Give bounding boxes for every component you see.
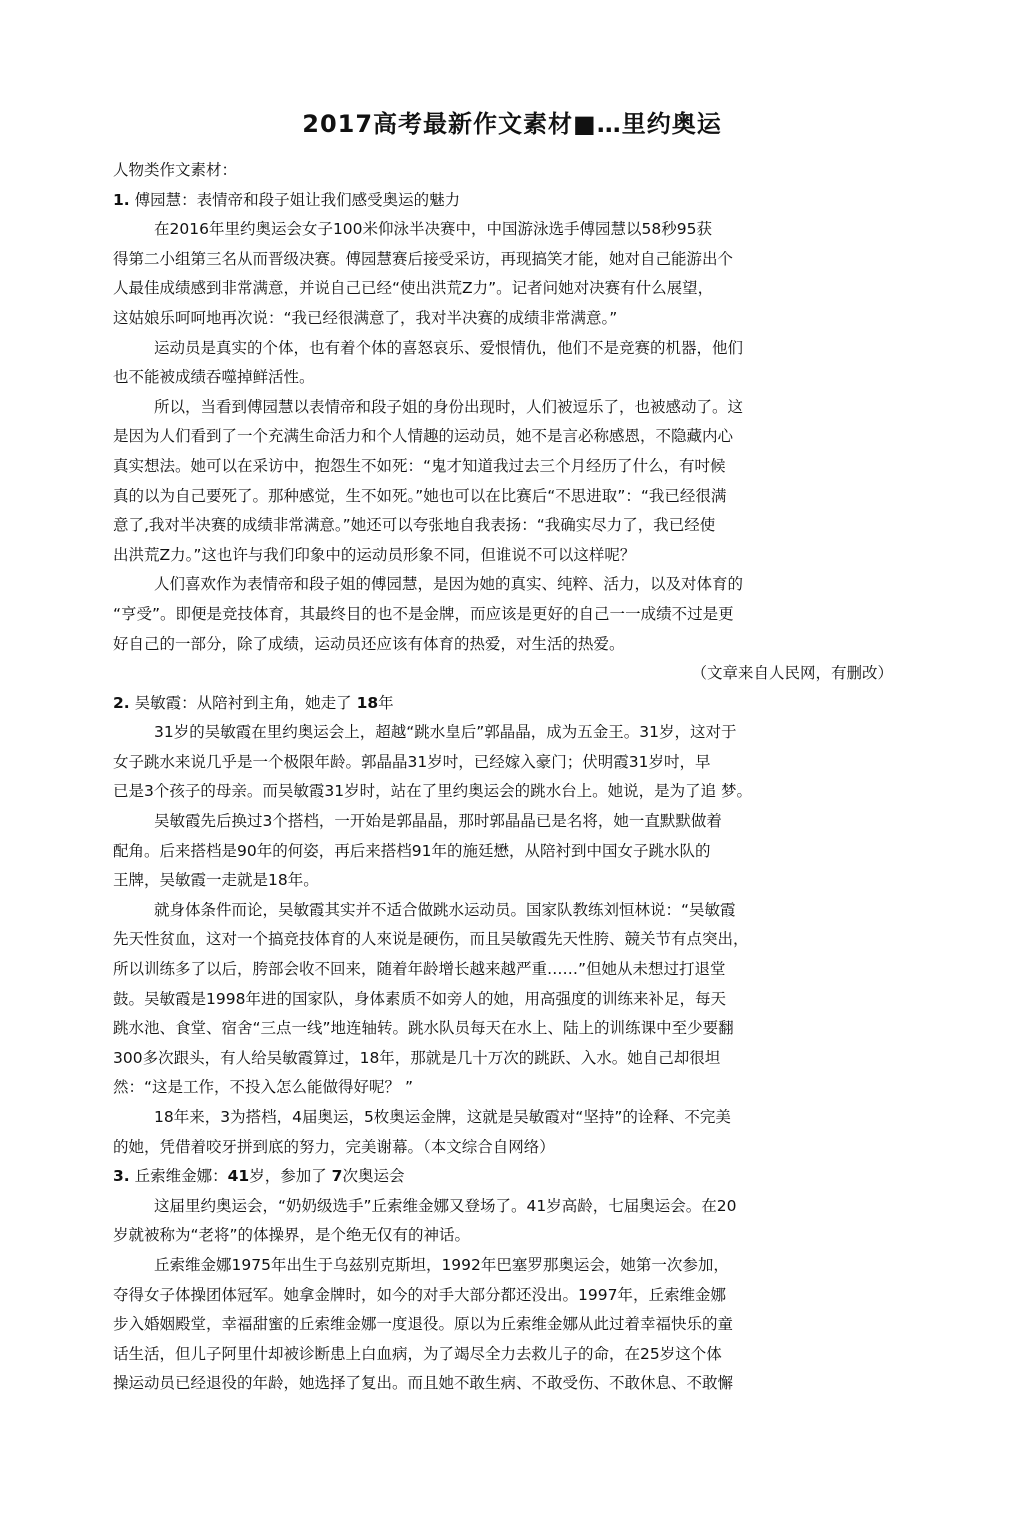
paragraph-line: 人最佳成绩感到非常满意，并说自己已经“使出洪荒Z力”。记者问她对决赛有什么展望， xyxy=(113,279,714,298)
document-title: 2017高考最新作文素材■…里约奥运 xyxy=(302,110,722,138)
paragraph-line: 真实想法。她可以在采访中，抱怨生不如死：“鬼才知道我过去三个月经历了什么，有吋候 xyxy=(113,456,726,475)
paragraph-line: 然：“这是工作，不投入怎么能做得好呢？ ” xyxy=(113,1078,413,1097)
paragraph-line: 丘索维金娜1975年出生于乌兹别克斯坦，1992年巴塞罗那奥运会，她第一次参加， xyxy=(154,1255,729,1274)
paragraph-line: 31岁的吴敏霞在里约奥运会上，超越“跳水皇后”郭晶晶，成为五金王。31岁，这对于 xyxy=(154,723,737,742)
paragraph-line: 所以训练多了以后，胯部会收不回来，随着年龄增长越来越严重……”但她从未想过打退堂 xyxy=(113,960,726,979)
paragraph-line: 跳水池、食堂、宿舍“三点一线”地连轴转。跳水队员每天在水上、陆上的训练课中至少要翻 xyxy=(113,1019,734,1038)
paragraph-line: 18年来，3为搭档，4届奥运，5枚奥运金牌，这就是吴敏霞对“坚持”的诠释、不完美 xyxy=(154,1108,731,1126)
document-body xyxy=(113,156,913,1399)
paragraph-line: 步入婚姻殿堂，幸福甜蜜的丘索维金娜一度退役。原以为丘索维金娜从此过着幸福快乐的童 xyxy=(113,1315,734,1334)
section-1-heading xyxy=(113,186,913,216)
paragraph-line: 所以，当看到傅园慧以表情帝和段子姐的身份出现时，人们被逗乐了，也被感动了。这 xyxy=(154,397,744,416)
paragraph-line: 是因为人们看到了一个充满生命活力和个人情趣的运动员，她不是言必称感恩，不隐藏内心 xyxy=(113,427,734,446)
paragraph-line: 这届里约奥运会，“奶奶级选手”丘索维金娜又登场了。41岁高龄，七届奥运会。在20 xyxy=(154,1196,737,1215)
paragraph-line: 在2016年里约奥运会女子100米仰泳半决赛中，中国游泳选手傅园慧以58秒95获 xyxy=(154,220,712,239)
paragraph-line: 的她，凭借着咬牙拼到底的努力，完美谢幕。（本文综合自网络） xyxy=(113,1137,555,1156)
paragraph-line: 运动员是真实的个体，也有着个体的喜怒哀乐、爱恨情仇，他们不是竞赛的机器，他们 xyxy=(154,338,744,357)
paragraph-line: 好自己的一部分，除了成绩，运动员还应该有体育的热爱，对生活的热爱。 xyxy=(113,634,625,653)
section-title-part: 年 xyxy=(378,693,394,712)
paragraph-line: 话生活，但儿子阿里什却被诊断患上白血病，为了竭尽全力去救儿子的命，在25岁这个体 xyxy=(113,1344,722,1363)
section-title-number: 7 xyxy=(331,1167,343,1186)
paragraph-line: “亨受”。即便是竞技体育，其最终目的也不是金牌，而应该是更好的自己一一成绩不过是更 xyxy=(113,604,734,623)
paragraph-line: 已是3个孩子的母亲。而吴敏霞31岁时，站在了里约奥运会的跳水台上。她说，是为了追 梦。 xyxy=(113,782,753,801)
paragraph-line: 这姑娘乐呵呵地再次说：“我已经很满意了，我对半决赛的成绩非常满意。” xyxy=(113,308,618,327)
paragraph-line: 配角。后来搭档是90年的何姿，再后来搭档91年的施廷懋，从陪衬到中国女子跳水队的 xyxy=(113,841,711,860)
paragraph-line: 人们喜欢作为表情帝和段子姐的傅园慧，是因为她的真实、纯粹、活力，以及对体育的 xyxy=(154,575,744,594)
paragraph-line: 就身体条件而论，吴敏霞其实并不适合做跳水运动员。国家队教练刘恒林说：“吴敏霞 xyxy=(154,900,736,919)
paragraph-line: 意了,我对半决赛的成绩非常满意。”她还可以夸张地自我表扬：“我确实尽力了，我已经使 xyxy=(113,516,716,535)
paragraph-line: 吴敏霞先后换过3个搭档，一开始是郭晶晶，那时郭晶晶已是名将，她一直默默做着 xyxy=(154,812,722,831)
section-number: 2. xyxy=(113,693,130,712)
section-3-heading xyxy=(113,1162,913,1192)
section-number: 3. xyxy=(113,1167,130,1186)
paragraph-line: 300多次跟头，有人给吴敏霞算过，18年，那就是几十万次的跳跃、入水。她自己却很坦 xyxy=(113,1048,721,1067)
paragraph-line: 女子跳水来说几乎是一个极限年龄。郭晶晶31岁吋，已经嫁入豪门；伏明霞31岁吋，早 xyxy=(113,752,711,771)
section-2-heading xyxy=(113,689,913,719)
paragraph-line: 先天性贫血，这对一个搞竞技体育的人來说是硬伤，而且吴敏霞先天性胯、競关节有点突出， xyxy=(113,930,749,949)
section-title-part: 次奥运会 xyxy=(342,1167,405,1186)
paragraph-line: 出洪荒Z力。”这也许与我们印象中的运动员形象不同，但谁说不可以这样呢？ xyxy=(113,545,636,564)
paragraph-line: 岁就被称为“老将”的体操界，是个绝无仅有的神话。 xyxy=(113,1226,471,1245)
paragraph-line: 夺得女子体操团体冠军。她拿金牌时，如今的对手大部分都还没出。1997年，丘索维金娜 xyxy=(113,1285,726,1304)
section-title-part: 岁，参加了 xyxy=(249,1167,327,1186)
section-title-number: 41 xyxy=(227,1167,250,1186)
paragraph-line: 也不能被成绩吞噬掉鲜活性。 xyxy=(113,368,315,387)
section-title-part: 吴敏霞：从陪衬到主角，她走了 xyxy=(134,693,352,712)
section-title-number: 18 xyxy=(356,693,379,712)
paragraph-line: 鼓。吴敏霞是1998年进的国家队，身体素质不如旁人的她，用高强度的训练来补足，每天 xyxy=(113,989,726,1008)
section-title-part: 丘索维金娜： xyxy=(134,1167,228,1186)
paragraph-line: 得第二小组第三名从而晋级决赛。傅园慧赛后接受采访，再现搞笑才能，她对自己能游出个 xyxy=(113,249,734,268)
paragraph-line: 真的以为自己要死了。那种感觉，生不如死。”她也可以在比赛后“不思进取”：“我已经很满 xyxy=(113,486,727,505)
section-title: 傅园慧：表情帝和段子姐让我们感受奥运的魅力 xyxy=(134,190,461,209)
intro-line: 人物类作文素材： xyxy=(113,161,238,179)
section-number: 1. xyxy=(113,190,130,209)
paragraph-line: 操运动员已经退役的年龄，她选择了复出。而且她不敢生病、不敢受伤、不敢休息、不敢懈 xyxy=(113,1374,734,1393)
paragraph-line: 王牌，吴敏霞一走就是18年。 xyxy=(113,871,319,890)
source-note: （文章来自人民网，有删改） xyxy=(691,664,893,683)
